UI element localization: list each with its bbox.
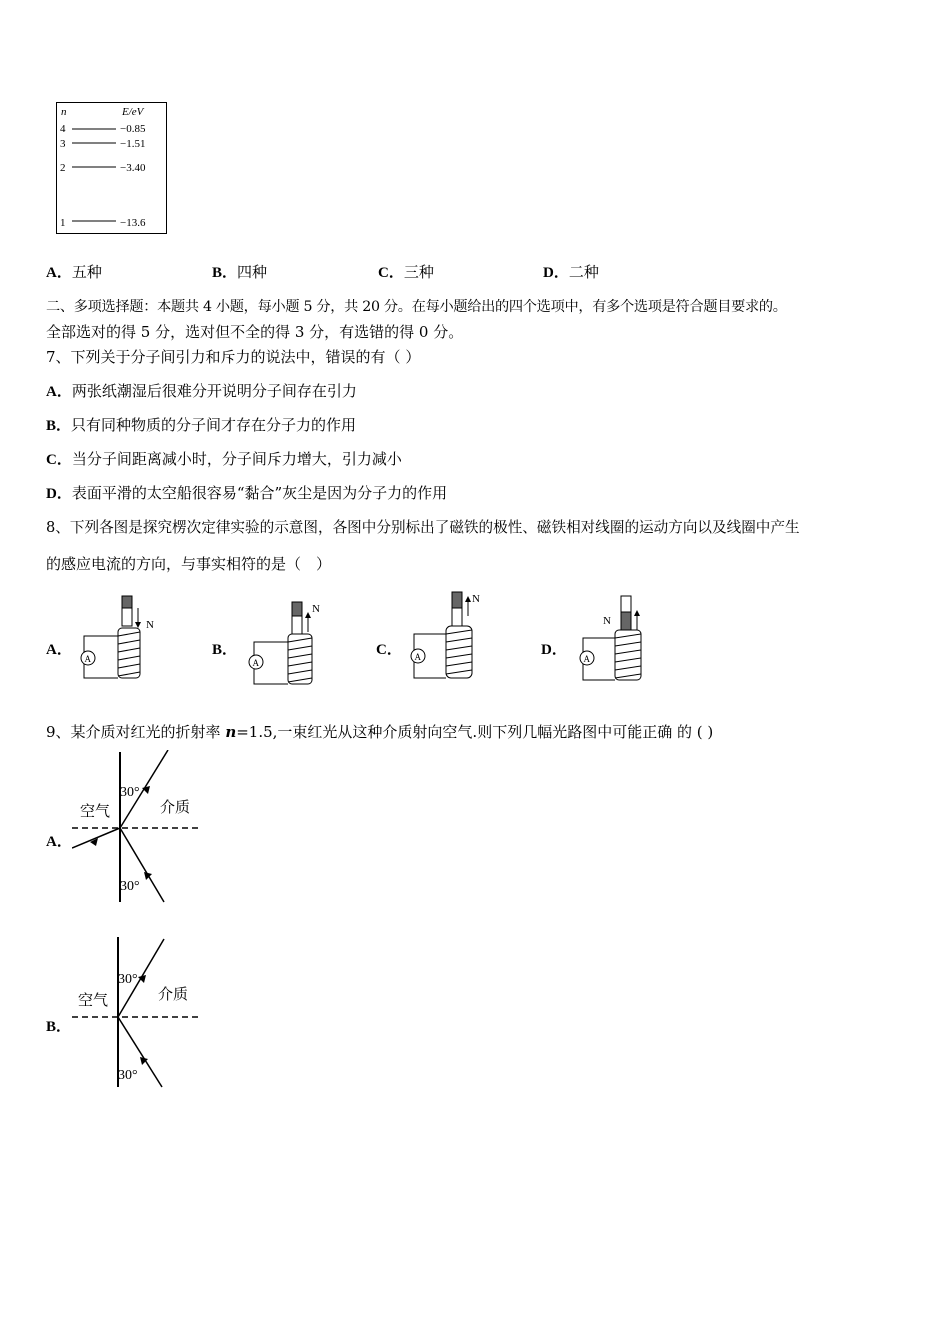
coil-figure-d xyxy=(571,590,671,690)
level-e-2: −3.40 xyxy=(120,162,146,174)
q6-option-c[interactable]: C．三种 xyxy=(378,263,434,281)
pole-label-d: N xyxy=(603,615,611,627)
level-n-2: 2 xyxy=(60,162,66,174)
ammeter-c: A xyxy=(414,652,421,662)
q6-option-b[interactable]: B．四种 xyxy=(212,263,268,281)
q7-option-a[interactable]: A．两张纸潮湿后很难分开说明分子间存在引力 xyxy=(46,382,357,400)
q6-option-a[interactable]: A．五种 xyxy=(46,263,102,281)
pole-label-c: N xyxy=(472,593,480,605)
coil-figure-c xyxy=(406,590,506,690)
air-label-a: 空气 xyxy=(80,804,111,820)
q7-option-d[interactable]: D．表面平滑的太空船很容易“黏合”灰尘是因为分子力的作用 xyxy=(46,484,448,502)
medium-label-a: 介质 xyxy=(160,800,191,816)
q7-option-c[interactable]: C．当分子间距离减小时，分子间斥力增大，引力减小 xyxy=(46,450,402,468)
q8-stem-line2: 的感应电流的方向，与事实相符的是（ ） xyxy=(46,555,332,573)
q8-option-c[interactable] xyxy=(376,590,506,690)
n-header: n xyxy=(61,106,67,118)
q9-option-a[interactable] xyxy=(46,750,216,910)
light-path-figure-a xyxy=(72,750,216,910)
q9-option-b[interactable] xyxy=(46,935,216,1095)
angle-top-b: 30° xyxy=(118,972,138,987)
q7-option-b[interactable]: B．只有同种物质的分子间才存在分子力的作用 xyxy=(46,416,357,434)
q8-option-a-label: A． xyxy=(46,642,72,658)
angle-top-a: 30° xyxy=(120,785,140,800)
medium-label-b: 介质 xyxy=(158,987,189,1003)
ammeter-b: A xyxy=(252,658,259,668)
q9-option-a-label: A． xyxy=(46,834,72,850)
pole-label-a: N xyxy=(146,619,154,631)
level-n-4: 4 xyxy=(60,123,66,135)
angle-bottom-b: 30° xyxy=(118,1068,138,1083)
q8-option-d[interactable] xyxy=(541,590,671,690)
ammeter-a: A xyxy=(84,654,91,664)
level-e-4: −0.85 xyxy=(120,123,146,135)
energy-level-diagram xyxy=(56,102,168,234)
q7-stem: 7、下列关于分子间引力和斥力的说法中，错误的有（ ） xyxy=(46,348,421,366)
pole-label-b: N xyxy=(312,603,320,615)
q8-option-a[interactable] xyxy=(46,590,176,690)
level-n-3: 3 xyxy=(60,138,66,150)
q9-option-b-label: B． xyxy=(46,1019,72,1035)
q9-stem: 9、某介质对红光的折射率 n=1.5,一束红光从这种介质射向空气.则下列几幅光路图中可能正确 的 ( ) xyxy=(46,723,714,741)
q8-option-c-label: C． xyxy=(376,642,402,658)
air-label-b: 空气 xyxy=(78,993,109,1009)
q8-option-d-label: D． xyxy=(541,642,567,658)
e-header: E/eV xyxy=(122,106,144,118)
q6-option-d[interactable]: D．二种 xyxy=(543,263,599,281)
ammeter-d: A xyxy=(583,654,590,664)
level-n-1: 1 xyxy=(60,217,66,229)
angle-bottom-a: 30° xyxy=(120,879,140,894)
q8-option-b-label: B． xyxy=(212,642,238,658)
coil-figure-a xyxy=(76,590,176,690)
light-path-figure-b xyxy=(72,935,216,1095)
level-e-3: −1.51 xyxy=(120,138,146,150)
level-e-1: −13.6 xyxy=(120,217,146,229)
section2-line2: 全部选对的得 5 分，选对但不全的得 3 分，有选错的得 0 分。 xyxy=(46,323,464,341)
q8-stem-line1: 8、下列各图是探究楞次定律实验的示意图，各图中分别标出了磁铁的极性、磁铁相对线圈的运动方向以及线圈中产生 xyxy=(46,519,800,536)
coil-figure-b xyxy=(242,590,342,690)
q8-option-b[interactable] xyxy=(212,590,342,690)
section2-line1: 二、多项选择题：本题共 4 小题，每小题 5 分，共 20 分。在每小题给出的四个选项中，有多个选项是符合题目要求的。 xyxy=(46,299,787,315)
